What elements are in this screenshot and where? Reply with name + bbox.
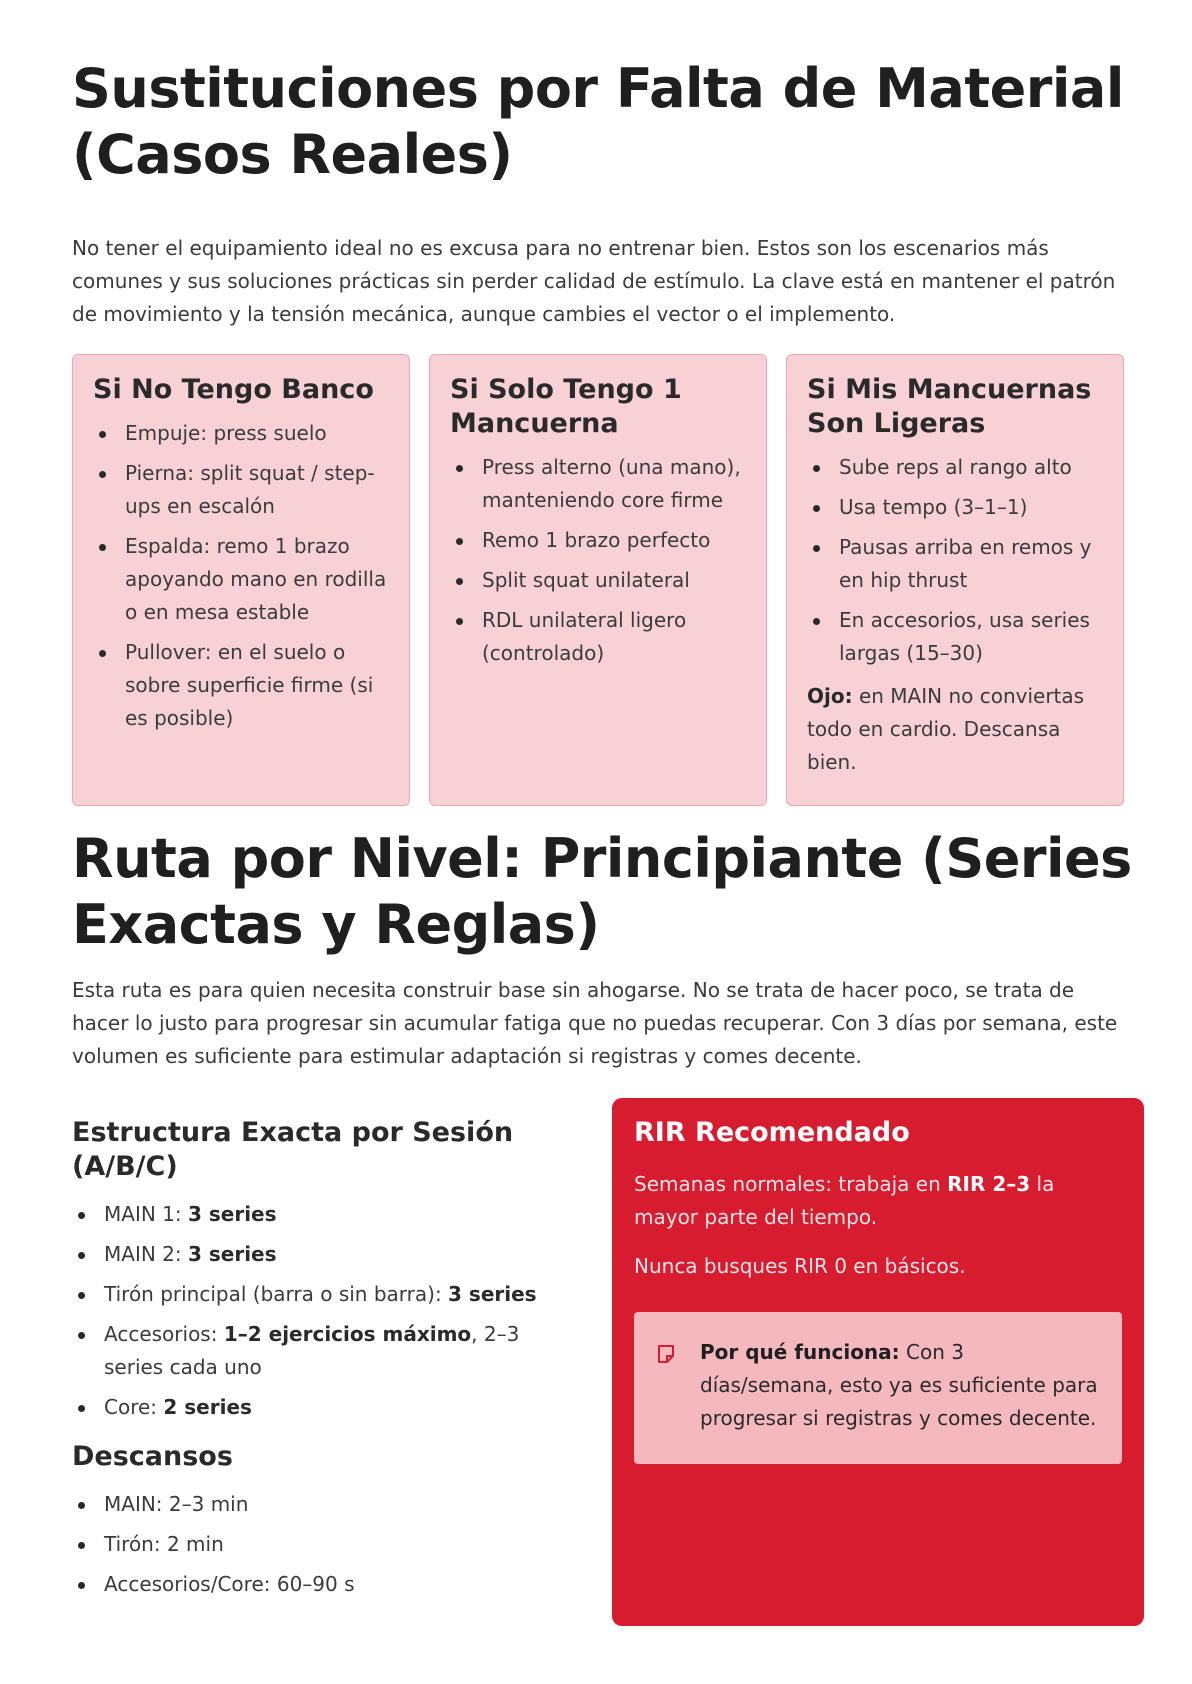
card-light-dumbbells: [786, 354, 1124, 806]
list-item: Remo 1 brazo perfecto: [450, 524, 746, 557]
list-item: Espalda: remo 1 brazo apoyando mano en rodilla o en mesa estable: [93, 530, 389, 629]
rir-value: RIR 2–3: [947, 1172, 1031, 1196]
list-item: [72, 1318, 572, 1384]
card-title: Si Solo Tengo 1 Mancuerna: [450, 374, 682, 439]
list-item: [72, 1278, 572, 1311]
item-value: 2 series: [163, 1395, 252, 1419]
rir-title: RIR Recomendado: [634, 1117, 910, 1148]
list-item: Sube reps al rango alto: [807, 451, 1103, 484]
item-label: Tirón principal (barra o sin barra):: [104, 1282, 449, 1306]
list-item: [72, 1198, 572, 1231]
note-text: en MAIN no conviertas todo en cardio. Descansa bien.: [807, 684, 1085, 774]
why-label: Por qué funciona:: [700, 1340, 900, 1364]
card-no-bench: [72, 354, 410, 806]
item-label: MAIN 2:: [104, 1242, 188, 1266]
note-label: Ojo:: [807, 684, 853, 708]
list-item: Pausas arriba en remos y en hip thrust: [807, 531, 1103, 597]
item-rest: , 2–3 series cada uno: [104, 1322, 520, 1379]
why-text: [700, 1336, 1100, 1435]
list-item: Press alterno (una mano), manteniendo core firme: [450, 451, 746, 517]
note-icon: [656, 1344, 676, 1364]
structure-title: Estructura Exacta por Sesión (A/B/C): [72, 1117, 514, 1182]
card-list: [807, 451, 1103, 670]
item-value: 3 series: [448, 1282, 537, 1306]
section-title-beginner-route: Ruta por Nivel: Principiante (Series Exactas y Reglas): [72, 827, 1132, 956]
item-value: 1–2 ejercicios máximo: [223, 1322, 472, 1346]
list-item: Accesorios/Core: 60–90 s: [72, 1568, 572, 1601]
rir-text: Semanas normales: trabaja en: [634, 1172, 948, 1196]
list-item: Empuje: press suelo: [93, 417, 389, 450]
structure-column: [72, 1116, 572, 1608]
list-item: RDL unilateral ligero (controlado): [450, 604, 746, 670]
list-item: [72, 1391, 572, 1424]
card-note: [807, 680, 1103, 779]
rir-text: la mayor parte del tiempo.: [634, 1172, 1055, 1229]
rir-paragraph: [634, 1168, 1122, 1234]
item-label: Core:: [104, 1395, 164, 1419]
substitution-cards: [72, 354, 1124, 806]
item-label: Accesorios:: [104, 1322, 224, 1346]
card-title: Si Mis Mancuernas Son Ligeras: [807, 374, 1092, 439]
card-one-dumbbell: [429, 354, 767, 806]
why-callout: [634, 1312, 1122, 1464]
list-item: MAIN: 2–3 min: [72, 1488, 572, 1521]
list-item: En accesorios, usa series largas (15–30): [807, 604, 1103, 670]
rest-title: Descansos: [72, 1441, 233, 1472]
why-body: Con 3 días/semana, esto ya es suficiente para progresar si registras y comes decente.: [700, 1340, 1098, 1430]
section-title-substitutions: Sustituciones por Falta de Material (Casos Reales): [72, 57, 1124, 186]
rest-list: [72, 1488, 572, 1601]
item-label: MAIN 1:: [104, 1202, 188, 1226]
list-item: Tirón: 2 min: [72, 1528, 572, 1561]
structure-list: [72, 1198, 572, 1424]
card-list: [93, 417, 389, 735]
item-value: 3 series: [187, 1202, 277, 1226]
card-title: Si No Tengo Banco: [93, 374, 374, 405]
rir-panel: [612, 1098, 1144, 1626]
list-item: [72, 1238, 572, 1271]
item-value: 3 series: [187, 1242, 277, 1266]
list-item: Split squat unilateral: [450, 564, 746, 597]
section-intro-substitutions: No tener el equipamiento ideal no es excusa para no entrenar bien. Estos son los escenarios más comunes y sus soluciones prácticas sin perder calidad de estímulo. La clave está en mantener el patrón de movimiento y la tensión mecánica, aunque cambies el vector o el implemento.: [72, 236, 1116, 326]
section-intro-beginner-route: Esta ruta es para quien necesita construir base sin ahogarse. No se trata de hacer poco, se trata de hacer lo justo para progresar sin acumular fatiga que no puedas recuperar. Con 3 días por semana, este volumen es suficiente para estimular adaptación si registras y comes decente.: [72, 978, 1118, 1068]
list-item: Usa tempo (3–1–1): [807, 491, 1103, 524]
card-list: [450, 451, 746, 670]
list-item: Pullover: en el suelo o sobre superficie firme (si es posible): [93, 636, 389, 735]
rir-warning: Nunca busques RIR 0 en básicos.: [634, 1254, 966, 1278]
list-item: Pierna: split squat / step-ups en escalón: [93, 457, 389, 523]
